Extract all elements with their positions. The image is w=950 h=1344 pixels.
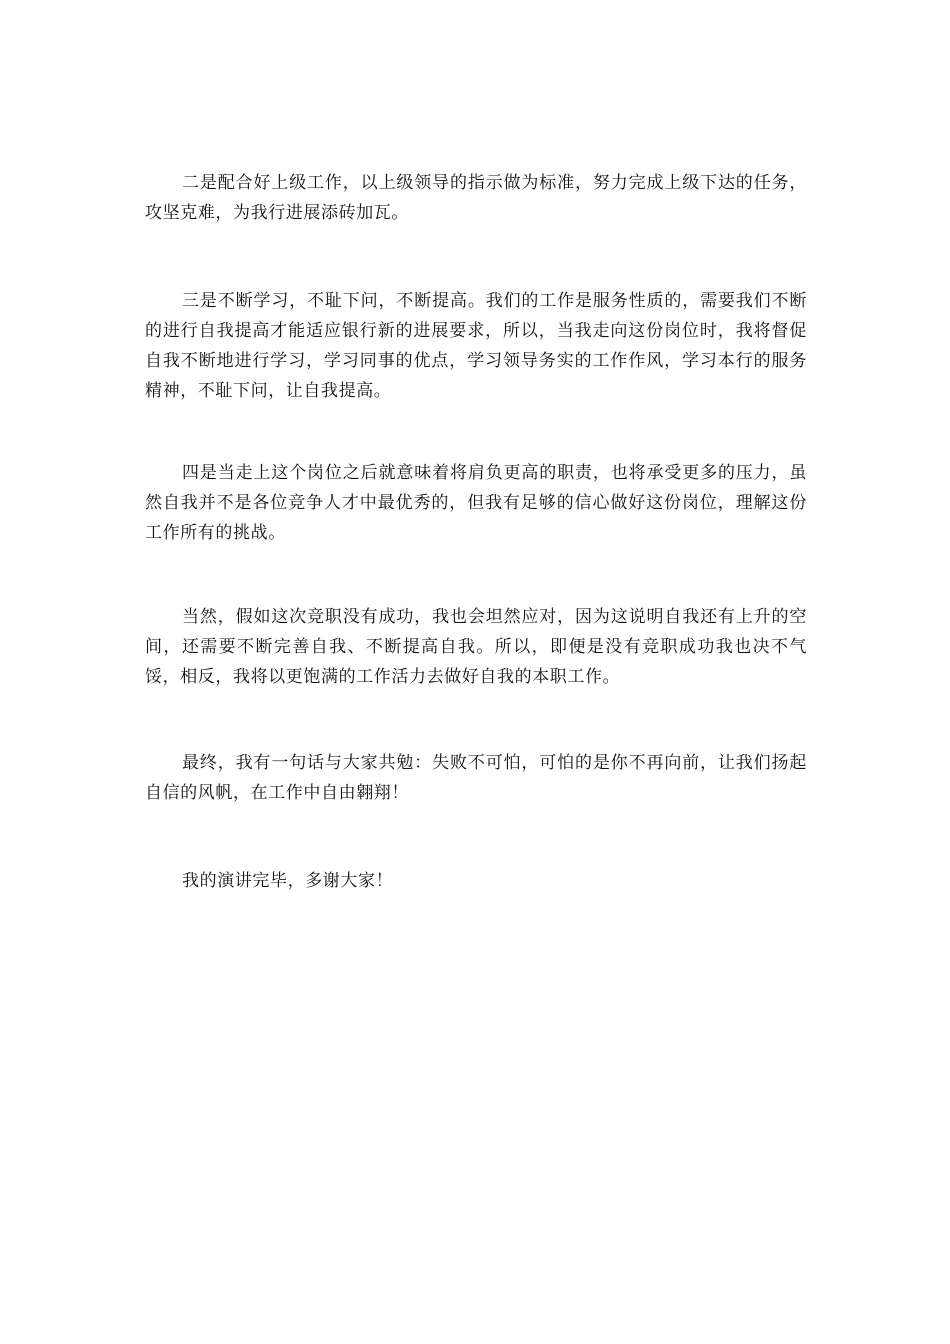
paragraph-responsibility: 四是当走上这个岗位之后就意味着将肩负更高的职责，也将承受更多的压力，虽然自我并不是各位竞争人才中最优秀的，但我有足够的信心做好这份岗位，理解这份工作所有的挑战。 — [145, 463, 807, 543]
paragraph-if-not-successful: 当然，假如这次竞职没有成功，我也会坦然应对，因为这说明自我还有上升的空间，还需要不断完善自我、不断提高自我。所以，即便是没有竞职成功我也决不气馁，相反，我将以更饱满的工作活力去做好自我的本职工作。 — [145, 607, 807, 687]
paragraph-closing-motto: 最终，我有一句话与大家共勉：失败不可怕，可怕的是你不再向前，让我们扬起自信的风帆，在工作中自由翱翔！ — [145, 753, 807, 803]
paragraph-keep-learning: 三是不断学习，不耻下问，不断提高。我们的工作是服务性质的，需要我们不断的进行自我提高才能适应银行新的进展要求，所以，当我走向这份岗位时，我将督促自我不断地进行学习，学习同事的优点，学习领导务实的工作作风，学习本行的服务精神，不耻下问，让自我提高。 — [145, 291, 807, 401]
paragraph-thanks: 我的演讲完毕，多谢大家！ — [182, 871, 394, 891]
paragraph-cooperate-superiors: 二是配合好上级工作，以上级领导的指示做为标准，努力完成上级下达的任务，攻坚克难，为我行进展添砖加瓦。 — [145, 173, 807, 223]
